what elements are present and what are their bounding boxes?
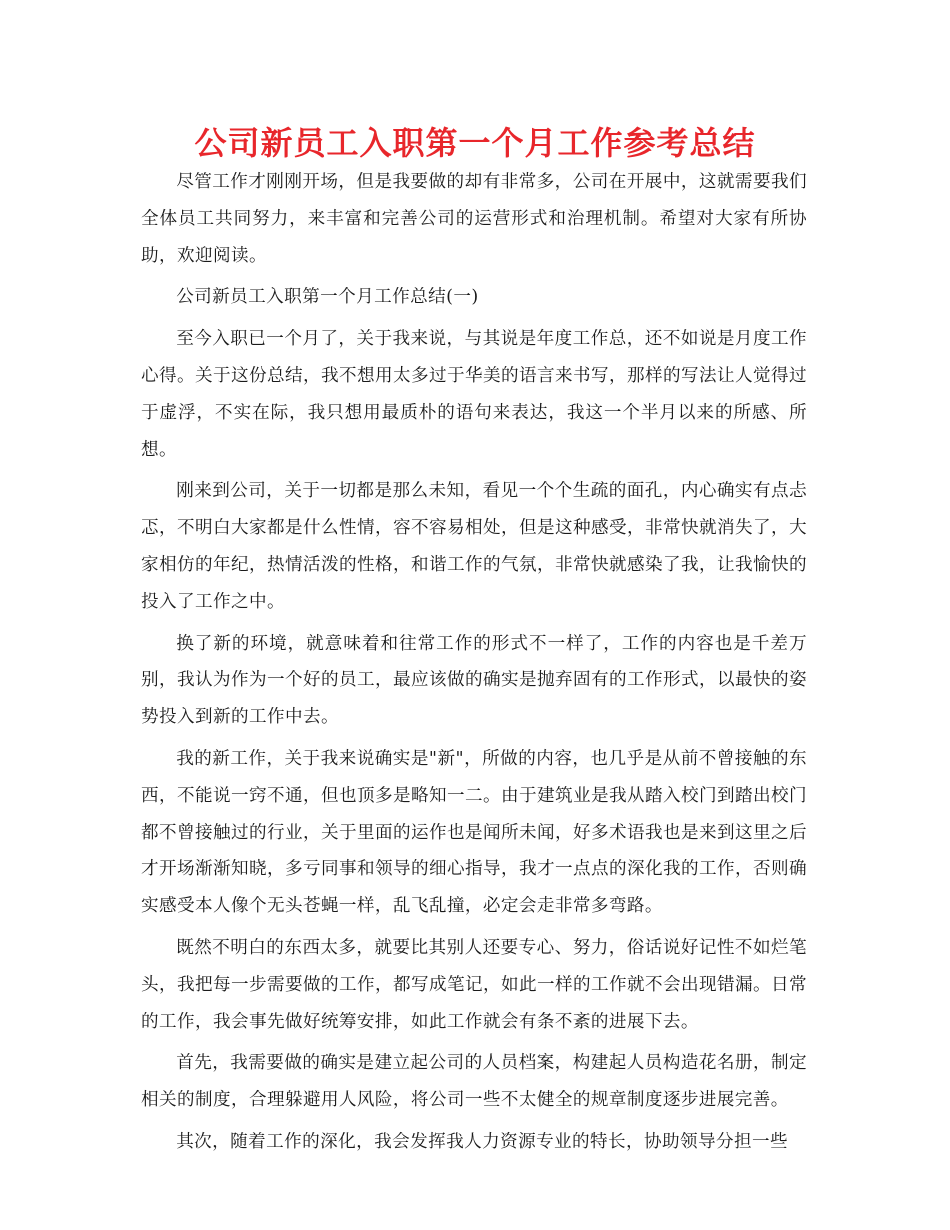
section-heading: 公司新员工入职第一个月工作总结(一): [176, 287, 479, 308]
body-paragraph: 既然不明白的东西太多，就要比其别人还要专心、努力，俗话说好记性不如烂笔头，我把每一步需要做的工作，都写成笔记，如此一样的工作就不会出现错漏。日常的工作，我会事先做好统筹安排，如此工作就会有条不紊的进展下去。: [141, 937, 807, 1032]
body-paragraph: 至今入职已一个月了，关于我来说，与其说是年度工作总，还不如说是月度工作心得。关于这份总结，我不想用太多过于华美的语言来书写，那样的写法让人觉得过于虚浮，不实在际，我只想用最质朴的语句来表达，我这一个半月以来的所感、所想。: [141, 329, 807, 460]
body-paragraph: 换了新的环境，就意味着和往常工作的形式不一样了，工作的内容也是千差万别，我认为作为一个好的员工，最应该做的确实是抛弃固有的工作形式，以最快的姿势投入到新的工作中去。: [141, 633, 807, 728]
body-paragraph: 首先，我需要做的确实是建立起公司的人员档案，构建起人员构造花名册，制定相关的制度，合理躲避用人风险，将公司一些不太健全的规章制度逐步进展完善。: [141, 1053, 807, 1111]
body-paragraph: 刚来到公司，关于一切都是那么未知，看见一个个生疏的面孔，内心确实有点忐忑，不明白大家都是什么性情，容不容易相处，但是这种感受，非常快就消失了，大家相仿的年纪，热情活泼的性格，和谐工作的气氛，非常快就感染了我，让我愉快的投入了工作之中。: [141, 481, 807, 612]
body-paragraph: 其次，随着工作的深化，我会发挥我人力资源专业的特长，协助领导分担一些: [176, 1131, 788, 1152]
body-paragraph: 我的新工作，关于我来说确实是"新"，所做的内容，也几乎是从前不曾接触的东西，不能说一窍不通，但也顶多是略知一二。由于建筑业是我从踏入校门到踏出校门都不曾接触过的行业，关于里面的运作也是闻所未闻，好多术语我也是来到这里之后才开场渐渐知晓，多亏同事和领导的细心指导，我才一点点的深化我的工作，否则确实感受本人像个无头苍蝇一样，乱飞乱撞，必定会走非常多弯路。: [141, 748, 807, 917]
document-body: [141, 164, 807, 1166]
intro-paragraph: 尽管工作才刚刚开场，但是我要做的却有非常多，公司在开展中，这就需要我们全体员工共同努力，来丰富和完善公司的运营形式和治理机制。希望对大家有所协助，欢迎阅读。: [141, 172, 807, 266]
document-title: 公司新员工入职第一个月工作参考总结: [194, 124, 756, 162]
